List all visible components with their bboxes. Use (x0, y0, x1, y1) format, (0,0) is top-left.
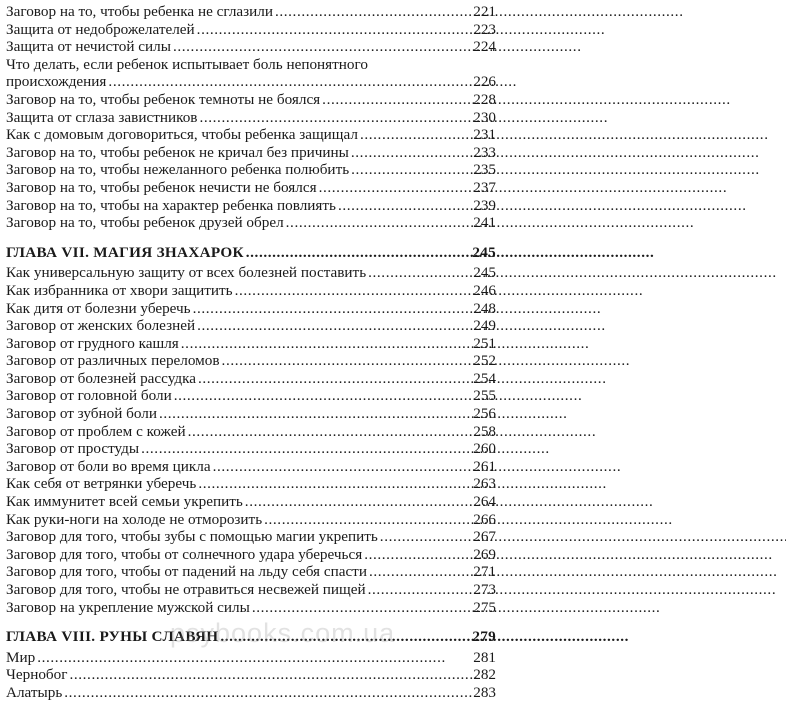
toc-entry-page: 252 (473, 352, 496, 370)
chapter-page: 279 (472, 628, 496, 646)
dot-leader (322, 91, 468, 109)
toc-entry (6, 335, 496, 353)
dot-leader (213, 458, 468, 476)
toc-entry-title: Заговор от головной боли (6, 387, 172, 405)
toc-entry-title: Заговор от болезней рассудка (6, 369, 196, 387)
toc-entry (6, 423, 496, 441)
toc-entry-title: Заговор от женских болезней (6, 317, 196, 335)
toc-entry (6, 405, 496, 423)
toc-entry-title: Заговор на то, чтобы ребенок нечисти не боялся (6, 178, 317, 196)
toc-entry-page: 255 (473, 387, 496, 405)
dot-leader (69, 666, 468, 684)
toc-entry-page: 254 (473, 369, 496, 387)
toc-entry-title: Защита от сглаза завистников (6, 108, 198, 126)
toc-entry-title: Защита от нечистой силы (6, 38, 171, 56)
dot-leader (188, 423, 468, 441)
dot-leader (141, 440, 468, 458)
toc-entry-page: 231 (473, 126, 496, 144)
dot-leader (193, 300, 468, 318)
toc-entry (6, 684, 496, 702)
toc-entry-title: Заговор для того, чтобы от солнечного удара уберечься (6, 545, 363, 563)
dot-leader (197, 317, 468, 335)
toc-entry-page: 221 (473, 3, 496, 20)
toc-entry-page: 249 (473, 317, 496, 335)
toc-entry-title: Как дитя от болезни уберечь (6, 299, 191, 317)
toc-entry (6, 317, 496, 335)
dot-leader (235, 282, 468, 300)
toc-entry (6, 352, 496, 370)
dot-leader (245, 493, 468, 511)
dot-leader (364, 546, 468, 564)
dot-leader (37, 649, 468, 667)
dot-leader (380, 528, 468, 546)
table-of-contents (6, 0, 496, 702)
toc-entry-title: Алатырь (6, 683, 63, 701)
toc-entry-page: 223 (473, 20, 496, 38)
toc-entry-title: Заговор от боли во время цикла (6, 457, 211, 475)
dot-leader (252, 599, 468, 617)
toc-entry (6, 666, 496, 684)
chapter-heading (6, 628, 496, 646)
toc-entry-title-line1: Что делать, если ребенок испытывает боль непонятного (6, 55, 368, 73)
dot-leader (351, 161, 468, 179)
chapter-heading (6, 244, 496, 262)
toc-entry-title: Как себя от ветрянки уберечь (6, 475, 197, 493)
toc-entry-title: Заговор на то, чтобы нежеланного ребенка полюбить (6, 161, 350, 179)
dot-leader (64, 684, 468, 702)
toc-entry (6, 511, 496, 529)
toc-entry-line2 (6, 73, 496, 91)
toc-entry (6, 197, 496, 215)
toc-entry (6, 546, 496, 564)
toc-entry (6, 126, 496, 144)
toc-entry-multiline (6, 56, 496, 91)
toc-entry (6, 91, 496, 109)
toc-entry-title: Заговор от простуды (6, 440, 140, 458)
dot-leader (197, 21, 468, 39)
toc-entry (6, 264, 496, 282)
toc-entry-title-line2: происхождения (6, 73, 107, 91)
toc-entry (6, 458, 496, 476)
toc-entry-title: Заговор от зубной боли (6, 405, 157, 423)
dot-leader (174, 387, 468, 405)
toc-entry (6, 282, 496, 300)
toc-entry-page: 258 (473, 422, 496, 440)
toc-entry-page: 264 (473, 493, 496, 511)
toc-entry-title: Как универсальную защиту от всех болезней поставить (6, 264, 367, 282)
dot-leader (360, 126, 468, 144)
dot-leader (286, 214, 468, 232)
toc-entry-page: 226 (473, 73, 496, 91)
toc-entry-title: Чернобог (6, 666, 68, 684)
chapter-title: ГЛАВА VII. МАГИЯ ЗНАХАРОК (6, 243, 244, 261)
dot-leader (351, 144, 468, 162)
toc-entry-page: 237 (473, 178, 496, 196)
toc-entry (6, 440, 496, 458)
toc-entry (6, 370, 496, 388)
toc-entry-title: Заговор для того, чтобы не отравиться несвежей пищей (6, 581, 366, 598)
toc-entry-page: 256 (473, 405, 496, 423)
dot-leader (173, 38, 468, 56)
toc-entry (6, 109, 496, 127)
toc-entry-title: Заговор для того, чтобы от падений на льду себя спасти (6, 563, 367, 581)
toc-entry-title: Заговор от различных переломов (6, 352, 220, 370)
toc-entry-page: 248 (473, 299, 496, 317)
toc-entry (6, 649, 496, 667)
toc-entry-page: 269 (473, 545, 496, 563)
dot-leader (199, 109, 468, 127)
dot-leader (264, 511, 468, 529)
dot-leader (368, 581, 468, 599)
toc-entry-page: 246 (473, 281, 496, 299)
toc-entry-title: Заговор на укрепление мужской силы (6, 598, 250, 616)
toc-entry (6, 581, 496, 599)
toc-entry (6, 21, 496, 39)
watermark-text: psybooks.com.ua (170, 618, 396, 648)
chapter-page: 245 (472, 243, 496, 261)
dot-leader (159, 405, 468, 423)
toc-entry-page: 251 (473, 334, 496, 352)
toc-entry (6, 528, 496, 546)
toc-entry-title: Заговор на то, чтобы на характер ребенка повлиять (6, 196, 336, 214)
toc-entry-page: 239 (473, 196, 496, 214)
toc-entry-page: 241 (473, 214, 496, 232)
toc-entry-title: Заговор от грудного кашля (6, 334, 179, 352)
dot-leader (181, 335, 468, 353)
dot-leader (275, 3, 468, 21)
toc-entry (6, 144, 496, 162)
dot-leader (220, 628, 468, 646)
toc-entry (6, 475, 496, 493)
toc-entry-title: Заговор на то, чтобы ребенка не сглазили (6, 3, 273, 20)
toc-entry-title: Как с домовым договориться, чтобы ребенка защищал (6, 126, 358, 144)
toc-entry-page: 224 (473, 38, 496, 56)
toc-entry (6, 387, 496, 405)
toc-entry-page: 283 (473, 683, 496, 701)
toc-entry-title: Заговор на то, чтобы ребенок темноты не боялся (6, 90, 321, 108)
toc-entry (6, 214, 496, 232)
toc-entry-page: 275 (473, 598, 496, 616)
toc-entry-page: 245 (473, 264, 496, 282)
toc-entry-title: Как избранника от хвори защитить (6, 281, 233, 299)
chapter-title: ГЛАВА VIII. РУНЫ СЛАВЯН (6, 628, 219, 646)
toc-entry-page: 271 (473, 563, 496, 581)
dot-leader (368, 264, 468, 282)
toc-entry-page: 267 (473, 528, 496, 546)
dot-leader (108, 73, 468, 91)
toc-entry (6, 563, 496, 581)
toc-entry-page: 273 (473, 581, 496, 598)
toc-entry-page: 235 (473, 161, 496, 179)
toc-entry-title: Заговор для того, чтобы зубы с помощью магии укрепить (6, 528, 378, 546)
dot-leader (369, 563, 468, 581)
toc-entry-title: Заговор от проблем с кожей (6, 422, 186, 440)
toc-entry-title: Заговор на то, чтобы ребенок друзей обрел (6, 214, 284, 232)
toc-entry-title: Мир (6, 648, 36, 666)
toc-entry (6, 300, 496, 318)
dot-leader (222, 352, 468, 370)
dot-leader (198, 370, 468, 388)
toc-entry-page: 230 (473, 108, 496, 126)
toc-entry-page: 266 (473, 510, 496, 528)
toc-entry-page: 281 (473, 648, 496, 666)
dot-leader (338, 197, 468, 215)
toc-entry-page: 261 (473, 457, 496, 475)
toc-entry-page: 263 (473, 475, 496, 493)
toc-entry-page: 282 (473, 666, 496, 684)
toc-entry-title: Защита от недоброжелателей (6, 20, 195, 38)
toc-entry (6, 599, 496, 617)
toc-entry-title: Заговор на то, чтобы ребенок не кричал без причины (6, 143, 349, 161)
toc-entry (6, 3, 496, 21)
toc-entry-page: 233 (473, 143, 496, 161)
dot-leader (198, 475, 468, 493)
toc-entry-page: 260 (473, 440, 496, 458)
toc-entry (6, 179, 496, 197)
toc-entry (6, 493, 496, 511)
dot-leader (246, 244, 468, 262)
dot-leader (319, 179, 468, 197)
toc-entry (6, 161, 496, 179)
toc-entry-title: Как руки-ноги на холоде не отморозить (6, 510, 263, 528)
toc-entry (6, 38, 496, 56)
toc-entry-page: 228 (473, 90, 496, 108)
toc-entry-title: Как иммунитет всей семьи укрепить (6, 493, 243, 511)
